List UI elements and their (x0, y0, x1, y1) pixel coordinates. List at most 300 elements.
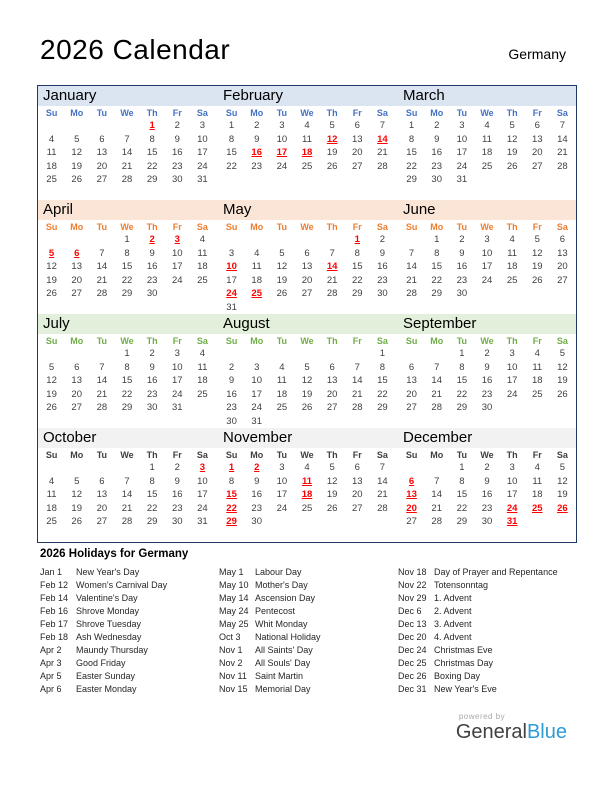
date-cell (39, 347, 64, 361)
date-cell: 13 (301, 261, 313, 273)
date-cell: 30 (146, 402, 158, 414)
date-cell: 14 (431, 489, 442, 501)
month-name: December (403, 429, 473, 446)
date-cell: 30 (171, 174, 183, 186)
date-cell: 5 (304, 361, 310, 373)
date-cell: 15 (146, 489, 158, 501)
date-cell (500, 287, 525, 301)
date-cell: 12 (531, 247, 543, 259)
date-cell: 18 (197, 261, 208, 273)
weekday-label: Mo (70, 107, 84, 118)
holiday-date: Nov 29 (398, 593, 427, 603)
weekday-label: Mo (70, 221, 84, 232)
date-cell: 3 (174, 234, 180, 246)
date-cell: 8 (354, 247, 360, 259)
holiday-name: Ash Wednesday (76, 632, 142, 642)
weekday-label: Th (326, 107, 338, 118)
date-cell: 30 (481, 402, 493, 414)
month-august (219, 314, 395, 428)
weekday-label: Su (405, 335, 418, 346)
date-cell: 4 (199, 234, 206, 246)
date-cell: 22 (226, 502, 237, 514)
date-cell: 2 (228, 361, 235, 373)
date-cell: 24 (251, 402, 262, 414)
date-cell (424, 347, 449, 361)
holiday-name: Easter Sunday (76, 671, 136, 681)
date-cell: 30 (226, 415, 237, 427)
date-cell: 7 (408, 247, 415, 259)
holiday-date: Nov 1 (219, 645, 243, 655)
date-cell: 28 (326, 288, 338, 300)
weekday-label: Th (146, 221, 158, 232)
date-cell: 20 (406, 502, 417, 514)
holiday-entry (398, 657, 577, 670)
date-cell (190, 287, 215, 301)
date-cell: 11 (197, 247, 208, 259)
weekday-label: Fr (172, 221, 182, 232)
weekday-label: Tu (276, 221, 288, 232)
date-cell: 25 (506, 274, 518, 286)
date-cell (39, 461, 64, 475)
months-grid (37, 85, 577, 543)
date-cell: 23 (481, 502, 493, 514)
month-july (39, 314, 215, 428)
holiday-name: Shrove Monday (76, 606, 140, 616)
date-cell (89, 233, 114, 247)
weekday-label: Fr (352, 221, 362, 232)
date-cell: 24 (171, 274, 183, 286)
date-cell: 24 (456, 160, 468, 172)
date-cell: 6 (74, 361, 80, 373)
weekday-label: Mo (70, 335, 84, 346)
date-cell (525, 401, 550, 415)
holiday-entry (40, 631, 219, 644)
date-cell: 28 (431, 516, 442, 528)
date-cell: 10 (171, 361, 183, 373)
month-february (219, 86, 395, 187)
country-label: Germany (508, 46, 566, 62)
date-cell: 9 (434, 133, 440, 145)
date-cell (550, 173, 575, 187)
date-cell: 1 (459, 348, 465, 360)
date-cell: 19 (71, 160, 82, 172)
date-cell: 1 (228, 462, 235, 474)
date-cell: 23 (146, 388, 158, 400)
date-cell: 2 (379, 234, 386, 246)
date-cell: 6 (534, 120, 540, 132)
month-april (39, 200, 215, 314)
weekday-label: Su (45, 449, 58, 460)
holiday-entry (398, 683, 577, 696)
holidays-section (40, 548, 577, 696)
date-cell: 15 (351, 261, 363, 273)
date-cell: 21 (96, 274, 108, 286)
holiday-list (40, 566, 577, 696)
date-cell: 13 (351, 133, 363, 145)
date-cell: 28 (351, 402, 363, 414)
weekday-label: We (120, 221, 134, 232)
date-cell: 6 (354, 120, 360, 132)
month-row (38, 428, 576, 542)
weekday-label: Mo (250, 449, 264, 460)
holiday-name: Saint Martin (255, 671, 304, 681)
date-cell: 12 (71, 489, 82, 501)
weekday-label: Fr (532, 107, 542, 118)
month-table (219, 448, 395, 529)
date-cell: 29 (351, 288, 363, 300)
weekday-label: Sa (196, 221, 208, 232)
holiday-name: Boxing Day (434, 671, 481, 681)
date-cell: 7 (99, 247, 105, 259)
month-table (399, 448, 575, 529)
weekday-label: We (480, 107, 494, 118)
weekday-label: Tu (456, 449, 468, 460)
date-cell: 4 (304, 462, 310, 474)
date-cell: 3 (228, 247, 235, 259)
date-cell: 25 (531, 388, 543, 400)
date-cell: 15 (456, 375, 468, 387)
date-cell: 12 (557, 475, 568, 487)
date-cell: 22 (351, 274, 363, 286)
date-cell: 17 (276, 489, 288, 501)
date-cell: 17 (197, 489, 208, 501)
weekday-label: Fr (532, 335, 542, 346)
date-cell: 19 (557, 489, 568, 501)
holiday-entry (40, 579, 219, 592)
date-cell: 4 (254, 247, 260, 259)
holiday-entry (40, 566, 219, 579)
weekday-label: Sa (376, 335, 388, 346)
weekday-label: We (300, 449, 314, 460)
holiday-name: New Year's Day (76, 567, 140, 577)
page-header (40, 34, 566, 66)
date-cell: 13 (326, 375, 338, 387)
weekday-label: Sa (376, 221, 388, 232)
holiday-entry (398, 670, 577, 683)
date-cell: 2 (459, 234, 465, 246)
date-cell: 7 (379, 120, 386, 132)
holiday-name: Maundy Thursday (76, 645, 148, 655)
holiday-name: Christmas Day (434, 658, 494, 668)
date-cell (320, 347, 345, 361)
date-cell: 3 (279, 462, 285, 474)
date-cell: 16 (171, 147, 183, 159)
weekday-label: Su (225, 221, 238, 232)
date-cell: 2 (254, 120, 260, 132)
date-cell: 27 (557, 274, 568, 286)
date-cell: 11 (46, 489, 57, 501)
holiday-date: Feb 16 (40, 606, 69, 616)
weekday-label: Th (506, 107, 518, 118)
holiday-entry (40, 644, 219, 657)
date-cell: 18 (481, 147, 493, 159)
month-name: June (403, 201, 436, 218)
date-cell: 31 (197, 174, 208, 186)
date-cell: 7 (124, 475, 130, 487)
holiday-date: Feb 14 (40, 593, 69, 603)
holiday-entry (40, 592, 219, 605)
date-cell: 15 (431, 261, 442, 273)
weekday-label: We (120, 335, 134, 346)
date-cell: 11 (532, 361, 543, 373)
holiday-name: Mother's Day (255, 580, 308, 590)
date-cell: 20 (71, 274, 82, 286)
month-table (39, 448, 215, 529)
holiday-entry (219, 618, 398, 631)
date-cell: 23 (171, 160, 183, 172)
date-cell: 26 (557, 502, 568, 514)
date-cell: 24 (197, 502, 208, 514)
holiday-entry (398, 566, 577, 579)
date-cell: 14 (96, 375, 108, 387)
date-cell: 29 (431, 288, 442, 300)
date-cell: 17 (481, 261, 493, 273)
date-cell: 18 (197, 375, 208, 387)
holiday-date: May 10 (219, 580, 249, 590)
month-name: July (43, 315, 70, 332)
date-cell: 23 (226, 402, 237, 414)
date-cell: 14 (121, 147, 133, 159)
date-cell: 5 (48, 247, 55, 259)
month-name: April (43, 201, 74, 218)
holiday-name: Whit Monday (255, 619, 308, 629)
date-cell: 23 (251, 502, 262, 514)
weekday-label: Su (225, 449, 238, 460)
date-cell: 22 (406, 160, 417, 172)
weekday-label: Th (506, 449, 518, 460)
date-cell: 22 (456, 388, 468, 400)
date-cell: 19 (557, 375, 568, 387)
date-cell: 14 (431, 375, 442, 387)
date-cell: 10 (276, 475, 288, 487)
date-cell: 18 (531, 489, 543, 501)
date-cell: 25 (276, 402, 288, 414)
date-cell: 1 (149, 462, 155, 474)
date-cell: 6 (304, 247, 310, 259)
date-cell: 3 (279, 120, 285, 132)
date-cell (500, 401, 525, 415)
date-cell: 9 (254, 133, 260, 145)
date-cell (39, 233, 64, 247)
date-cell: 4 (304, 120, 310, 132)
date-cell: 14 (377, 475, 388, 487)
date-cell: 9 (149, 247, 155, 259)
weekday-label: Fr (172, 107, 182, 118)
date-cell: 11 (302, 133, 312, 145)
date-cell: 2 (149, 348, 155, 360)
date-cell: 10 (276, 133, 288, 145)
month-december (399, 428, 575, 529)
date-cell: 25 (301, 160, 313, 172)
date-cell: 7 (99, 361, 105, 373)
date-cell: 7 (559, 120, 566, 132)
date-cell: 3 (459, 120, 465, 132)
holiday-entry (398, 618, 577, 631)
weekday-label: Fr (532, 221, 542, 232)
date-cell: 9 (174, 133, 180, 145)
date-cell (320, 515, 345, 529)
weekday-label: Mo (430, 107, 444, 118)
date-cell: 20 (531, 147, 543, 159)
date-cell: 29 (377, 402, 388, 414)
date-cell: 7 (434, 361, 440, 373)
holiday-date: Apr 5 (40, 671, 62, 681)
weekday-label: We (480, 335, 494, 346)
date-cell: 8 (408, 133, 415, 145)
date-cell: 9 (379, 247, 386, 259)
date-cell: 21 (377, 147, 388, 159)
weekday-label: Sa (196, 335, 208, 346)
date-cell: 28 (121, 516, 133, 528)
date-cell: 8 (459, 361, 465, 373)
date-cell: 5 (534, 234, 540, 246)
date-cell: 5 (74, 475, 80, 487)
date-cell: 10 (251, 375, 262, 387)
date-cell: 12 (326, 475, 338, 487)
date-cell: 6 (74, 247, 80, 259)
date-cell: 5 (559, 462, 566, 474)
date-cell: 1 (228, 120, 235, 132)
date-cell: 5 (329, 462, 335, 474)
date-cell (399, 347, 424, 361)
holiday-date: May 1 (219, 567, 244, 577)
date-cell: 11 (276, 375, 287, 387)
date-cell: 21 (406, 274, 417, 286)
weekday-label: Fr (352, 335, 362, 346)
holiday-name: 3. Advent (434, 619, 472, 629)
date-cell: 12 (326, 133, 338, 145)
generalblue-logo (456, 721, 567, 743)
date-cell: 10 (456, 133, 468, 145)
holiday-column (219, 566, 398, 696)
date-cell: 15 (456, 489, 468, 501)
date-cell: 28 (406, 288, 417, 300)
date-cell (269, 347, 294, 361)
month-row (38, 200, 576, 314)
holiday-entry (219, 592, 398, 605)
date-cell: 8 (434, 247, 440, 259)
date-cell: 5 (329, 120, 335, 132)
date-cell: 24 (226, 288, 237, 300)
date-cell: 14 (406, 261, 417, 273)
date-cell: 21 (326, 274, 338, 286)
date-cell: 15 (226, 489, 237, 501)
date-cell: 28 (377, 502, 388, 514)
date-cell: 26 (46, 402, 57, 414)
date-cell: 22 (121, 274, 133, 286)
weekday-label: Mo (250, 335, 264, 346)
holiday-name: All Saints' Day (255, 645, 313, 655)
weekday-label: Sa (376, 449, 388, 460)
date-cell: 27 (531, 160, 543, 172)
date-cell (219, 233, 244, 247)
weekday-label: Mo (250, 221, 264, 232)
weekday-label: Su (225, 107, 238, 118)
date-cell: 8 (379, 361, 386, 373)
date-cell: 6 (99, 475, 105, 487)
date-cell: 3 (199, 120, 206, 132)
date-cell: 5 (74, 133, 80, 145)
date-cell: 25 (197, 274, 208, 286)
weekday-label: Sa (556, 449, 568, 460)
holiday-date: Feb 17 (40, 619, 69, 629)
date-cell: 13 (96, 147, 108, 159)
holiday-date: Nov 2 (219, 658, 243, 668)
date-cell: 31 (226, 301, 237, 313)
brand-general: General (455, 721, 527, 743)
date-cell: 19 (531, 261, 543, 273)
date-cell: 12 (46, 261, 57, 273)
date-cell (114, 119, 139, 133)
weekday-label: Su (405, 221, 418, 232)
holiday-date: Nov 18 (398, 567, 427, 577)
date-cell: 7 (124, 133, 130, 145)
month-name: May (223, 201, 252, 218)
date-cell: 22 (431, 274, 442, 286)
holiday-date: Feb 18 (40, 632, 69, 642)
date-cell: 13 (406, 375, 417, 387)
holiday-date: May 24 (219, 606, 249, 616)
date-cell: 9 (228, 375, 235, 387)
date-cell: 9 (484, 361, 490, 373)
date-cell: 6 (408, 475, 415, 487)
date-cell: 6 (559, 234, 566, 246)
month-october (39, 428, 215, 529)
date-cell: 16 (481, 489, 493, 501)
date-cell: 6 (99, 133, 105, 145)
date-cell: 29 (226, 516, 237, 528)
date-cell: 17 (251, 388, 262, 400)
date-cell: 2 (149, 234, 155, 246)
date-cell (424, 461, 449, 475)
date-cell (550, 287, 575, 301)
date-cell: 17 (456, 147, 468, 159)
date-cell: 23 (456, 274, 468, 286)
date-cell: 7 (354, 361, 360, 373)
date-cell: 3 (509, 348, 515, 360)
weekday-label: Fr (352, 107, 362, 118)
date-cell: 14 (96, 261, 108, 273)
weekday-label: We (480, 221, 494, 232)
date-cell: 8 (459, 475, 465, 487)
date-cell: 26 (531, 274, 543, 286)
date-cell: 31 (506, 516, 518, 528)
month-table (219, 220, 395, 314)
date-cell (399, 233, 424, 247)
date-cell (345, 301, 370, 315)
holiday-entry (398, 592, 577, 605)
date-cell (500, 173, 525, 187)
holiday-entry (219, 631, 398, 644)
date-cell: 16 (431, 147, 442, 159)
date-cell: 19 (326, 489, 338, 501)
date-cell: 18 (251, 274, 262, 286)
date-cell: 19 (46, 388, 57, 400)
date-cell: 20 (96, 502, 108, 514)
date-cell: 2 (254, 462, 260, 474)
date-cell: 14 (326, 261, 338, 273)
date-cell: 12 (276, 261, 288, 273)
holiday-entry (219, 579, 398, 592)
weekday-label: Sa (376, 107, 388, 118)
date-cell: 26 (506, 160, 518, 172)
weekday-label: Su (405, 449, 418, 460)
date-cell (269, 415, 294, 429)
date-cell (399, 461, 424, 475)
date-cell: 14 (121, 489, 133, 501)
date-cell: 21 (377, 489, 388, 501)
date-cell: 27 (301, 288, 313, 300)
